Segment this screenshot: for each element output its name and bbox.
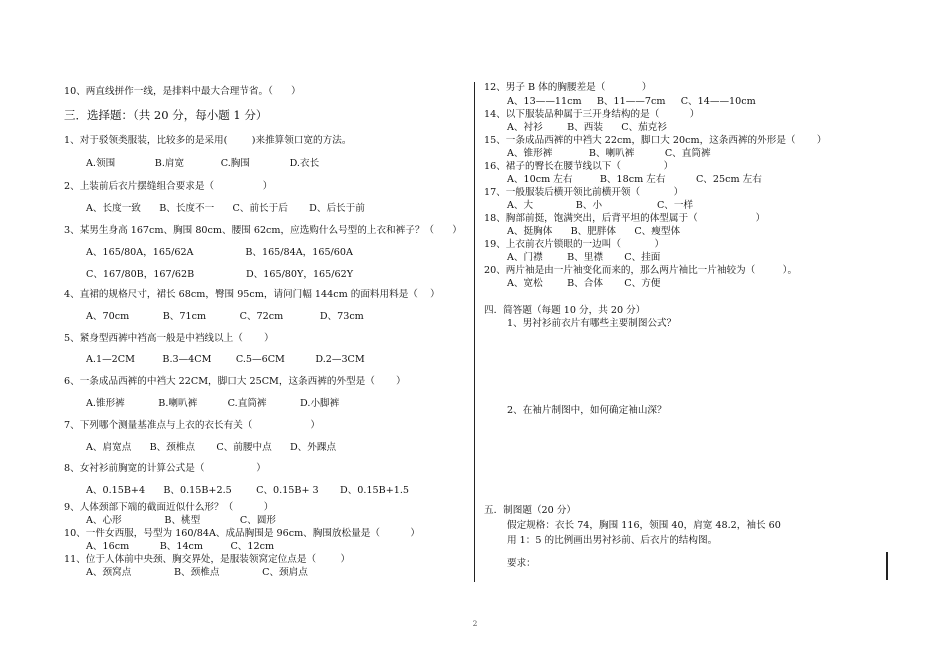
question-10b: 10、一件女西服，号型为 160/84A、成品胸围是 96cm、胸围放松量是（ ） [64,528,421,539]
question-6-options: A.锥形裤 B.喇叭裤 C.直筒裤 D.小脚裤 [86,398,340,409]
section-5-heading: 五．制图题（20 分） [484,505,577,516]
short-answer-2: 2、在袖片制图中，如何确定袖山深？ [507,405,667,416]
section-3-heading: 三．选择题：（共 20 分，每小题 1 分） [64,108,268,122]
question-9: 9、人体颈部下端的截面近似什么形？（ ） [64,502,274,513]
question-11-options: A、颈窝点 B、颈椎点 C、颈肩点 [86,567,308,578]
question-8: 8、女衬衫前胸宽的计算公式是（ ） [64,463,266,474]
question-14: 14、以下服装品种属于三开身结构的是（ ） [484,109,700,120]
question-10-text: 10、两直线拼作一线，是排料中最大合理节省。（ ） [64,86,301,97]
question-20-options: A、宽松 B、合体 C、方便 [507,278,661,289]
question-2: 2、上装前后衣片摆缝组合要求是（ ） [64,181,273,192]
question-19: 19、上衣前衣片锁眼的一边叫（ ） [484,239,665,250]
question-16-options: A、10cm 左右 B、18cm 左右 C、25cm 左右 [507,174,762,185]
question-14-options: A、衬衫 B、西装 C、茄克衫 [507,122,667,133]
question-11: 11、位于人体前中央颈、胸交界处，是服装领窝定位点是（ ） [64,554,351,565]
question-7-options: A、肩宽点 B、颈椎点 C、前腰中点 D、外踝点 [86,442,337,453]
requirements-label: 要求： [507,558,536,569]
drawing-spec-1: 假定规格：衣长 74，胸围 116，领围 40，肩宽 48.2，袖长 60 [507,520,781,531]
drawing-spec-2: 用 1：5 的比例画出男衬衫前、后衣片的结构图。 [507,535,718,546]
question-16: 16、裙子的臀长在腰节线以下（ ） [484,161,674,172]
question-5: 5、紧身型西裤中裆高一般是中裆线以上（ ） [64,333,274,344]
question-15-options: A、锥形裤 B、喇叭裤 C、直筒裤 [507,148,711,159]
right-margin-bar [886,552,888,580]
question-9-options: A、心形 B、桃型 C、圆形 [86,515,277,526]
question-7: 7、下列哪个测量基准点与上衣的衣长有关（ ） [64,420,320,431]
question-18-options: A、挺胸体 B、肥胖体 C、瘦型体 [507,226,681,237]
question-1-options: A.领围 B.肩宽 C.胸围 D.衣长 [86,158,320,169]
question-17-options: A、大 B、小 C、一样 [507,200,694,211]
section-4-heading: 四．简答题（每题 10 分，共 20 分） [484,305,646,316]
question-19-options: A、门襟 B、里襟 C、挂面 [507,252,661,263]
question-10b-options: A、16cm B、14cm C、12cm [86,541,275,552]
question-20: 20、两片袖是由一片袖变化而来的，那么两片袖比一片袖较为（ ）。 [484,265,798,276]
question-15: 15、一条成品西裤的中裆大 22cm，脚口大 20cm，这条西裤的外形是（ ） [484,135,827,146]
question-4-options: A、70cm B、71cm C、72cm D、73cm [86,311,364,322]
question-12-options: A、13——11cm B、11——7cm C、14——10cm [507,96,756,107]
short-answer-1: 1、男衬衫前衣片有哪些主要制图公式？ [507,318,677,329]
question-8-options: A、0.15B+4 B、0.15B+2.5 C、0.15B+ 3 D、0.15B+1.5 [86,485,409,496]
question-1: 1、对于驳领类服装，比较多的是采用( )来推算领口宽的方法。 [64,135,352,146]
question-3: 3、某男生身高 167cm、胸围 80cm、腰围 62cm，应选购什么号型的上衣和裤子？（ ） [64,225,462,236]
question-2-options: A、长度一致 B、长度不一 C、前长于后 D、后长于前 [86,203,365,214]
question-6: 6、一条成品西裤的中裆大 22CM，脚口大 25CM，这条西裤的外型是（ ） [64,376,406,387]
question-3-options-1: A、165/80A，165/62A B、165/84A，165/60A [86,247,353,258]
question-17: 17、一般服装后横开领比前横开领（ ） [484,187,684,198]
question-12: 12、男子 B 体的胸腰差是（ ） [484,82,652,93]
question-18: 18、胸部前挺，饱满突出，后背平坦的体型属于（ ） [484,213,766,224]
question-4: 4、直裙的规格尺寸，裙长 68cm，臀围 95cm，请问门幅 144cm 的面料用料是（ ） [64,289,440,300]
question-5-options: A.1—2CM B.3—4CM C.5—6CM D.2—3CM [86,354,365,365]
column-divider [474,82,475,582]
question-3-options-2: C、167/80B，167/62B D、165/80Y，165/62Y [86,269,354,280]
page-number: 2 [472,619,478,628]
